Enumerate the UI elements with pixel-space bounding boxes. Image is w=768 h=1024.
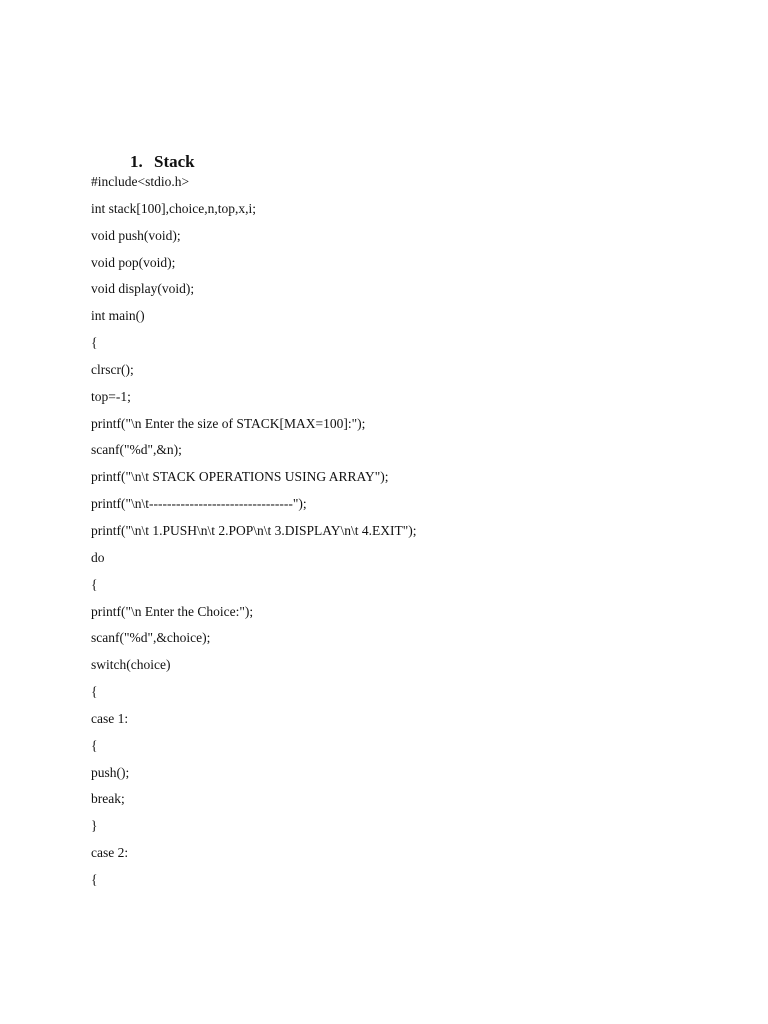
code-line: int main() [91,308,145,324]
section-number: 1. [130,152,143,171]
code-line: void display(void); [91,281,195,297]
code-line: void push(void); [91,227,181,243]
code-line: void pop(void); [91,254,176,270]
code-line: printf("\n\t STACK OPERATIONS USING ARRAY"); [91,469,389,485]
code-line: int stack[100],choice,n,top,x,i; [91,200,256,216]
code-line: do [91,549,105,565]
code-line: scanf("%d",&choice); [91,630,211,646]
code-line: { [91,871,98,887]
code-line: } [91,818,98,834]
code-line: break; [91,791,125,807]
code-line: top=-1; [91,388,131,404]
code-line: push(); [91,764,130,780]
code-line: { [91,335,98,351]
code-line: printf("\n Enter the Choice:"); [91,603,254,619]
code-line: #include<stdio.h> [91,174,190,189]
code-line: { [91,576,98,592]
code-line: printf("\n Enter the size of STACK[MAX=100]:"); [91,415,366,431]
code-line: printf("\n\t--------------------------------"); [91,496,307,512]
code-line: scanf("%d",&n); [91,442,182,458]
section-title: Stack [154,152,195,171]
code-line: case 1: [91,710,129,726]
code-line: switch(choice) [91,657,171,673]
code-listing [91,173,417,898]
code-line: { [91,737,98,753]
code-line: printf("\n\t 1.PUSH\n\t 2.POP\n\t 3.DISPLAY\n\t 4.EXIT"); [91,522,417,538]
code-line: { [91,684,98,700]
code-line: case 2: [91,845,129,861]
code-line: clrscr(); [91,361,134,377]
